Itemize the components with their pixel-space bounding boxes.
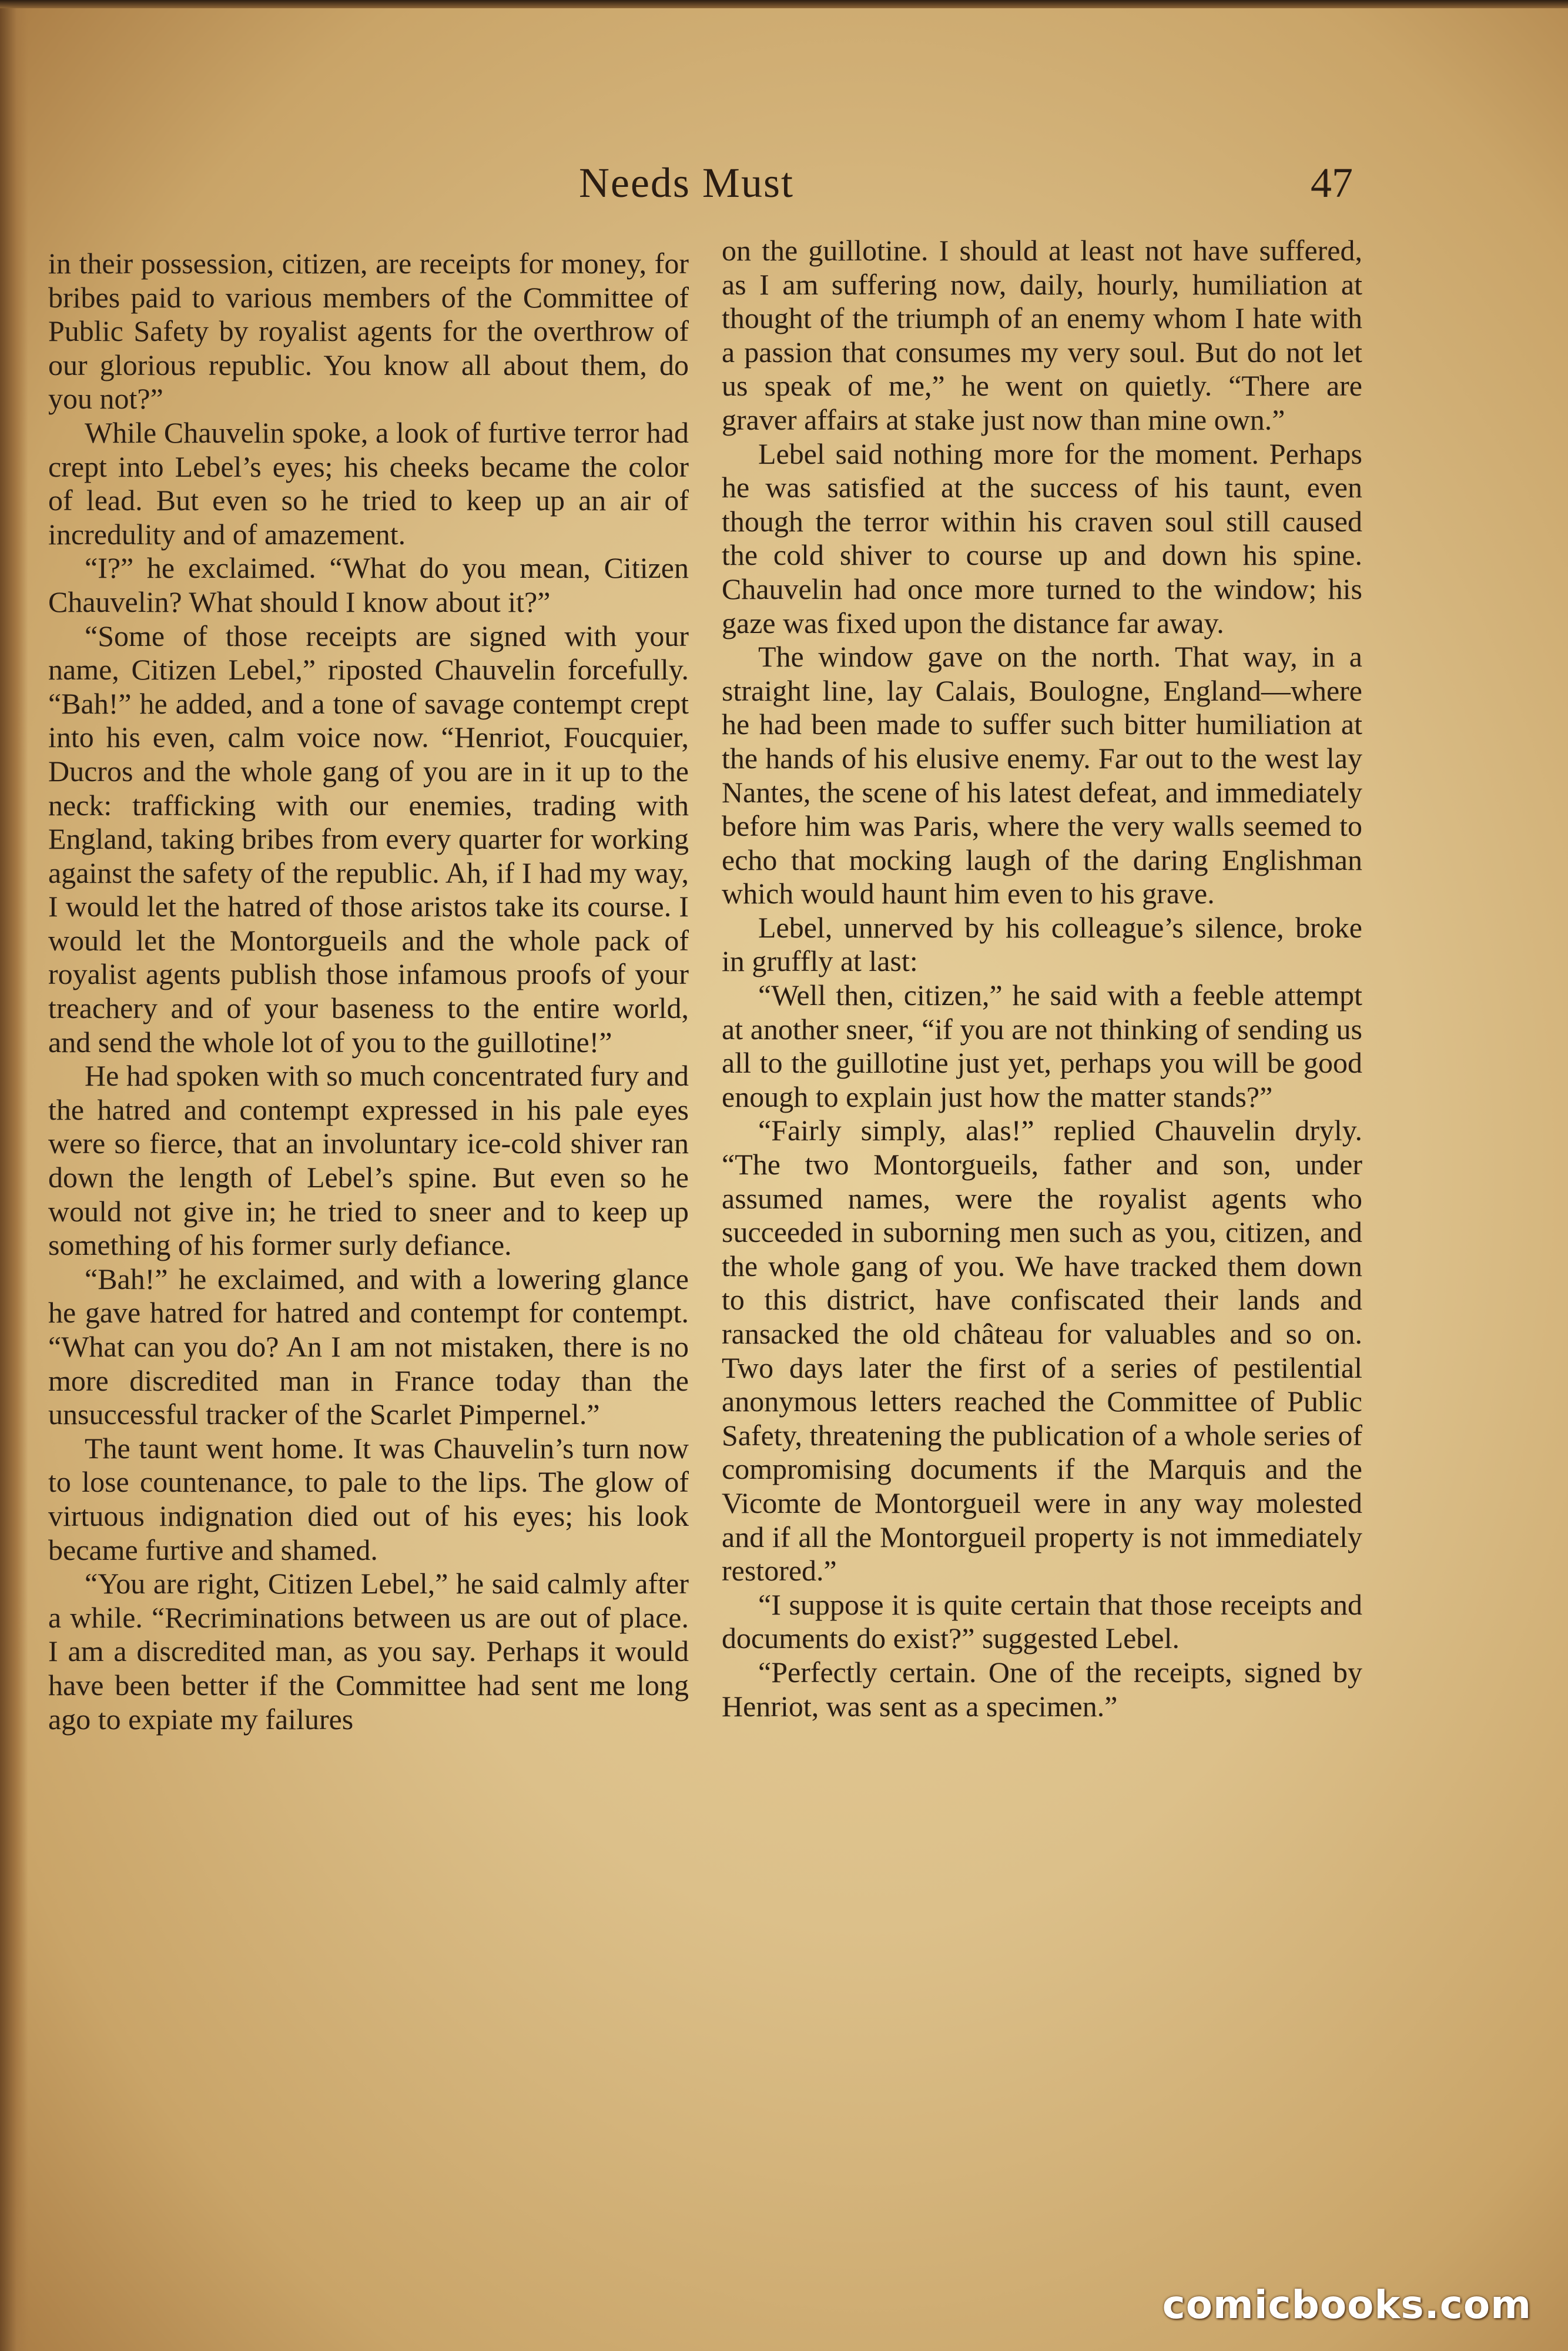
paragraph: “Well then, citizen,” he said with a feeble attempt at another sneer, “if you are not thinking of sending us all to the guillotine just yet, perhaps you will be good enough to explain just how the matter stands?” bbox=[722, 979, 1362, 1113]
paragraph: “Bah!” he exclaimed, and with a lowering glance he gave hatred for hatred and contempt for contempt. “What can you do? An I am not mistaken, there is no more discredited man in France today than the unsuccessful tracker of the Scarlet Pimpernel.” bbox=[48, 1262, 689, 1431]
paragraph: Lebel said nothing more for the moment. Perhaps he was satisfied at the success of his taunt, even though the terror within his craven soul still caused the cold shiver to course up and down his spine. Chauvelin had once more turned to the window; his gaze was fixed upon the distance far away. bbox=[722, 437, 1362, 639]
paragraph: The window gave on the north. That way, in a straight line, lay Calais, Boulogne, England—where he had been made to suffer such bitter humiliation at the hands of his elusive enemy. Far out to the west lay Nantes, the scene of his latest defeat, and immediately before him was Paris, where the very walls seemed to echo that mocking laugh of the daring Englishman which would haunt him even to his grave. bbox=[722, 640, 1362, 910]
paragraph: on the guillotine. I should at least not have suffered, as I am suffering now, daily, hourly, humiliation at thought of the triumph of an enemy whom I hate with a passion that consumes my very soul. But do not let us speak of me,” he went on quietly. “There are graver affairs at stake just now than mine own.” bbox=[722, 234, 1362, 436]
page-number: 47 bbox=[1311, 159, 1353, 206]
paragraph: “Fairly simply, alas!” replied Chauvelin dryly. “The two Montorgueils, father and son, under assumed names, were the royalist agents who succeeded in suborning men such as you, citizen, and the whole gang of you. We have tracked them down to this district, have confiscated their lands and ransacked the old château for valuables and so on. Two days later the first of a series of pestilential anonymous letters reached the Committee of Public Safety, threatening the publication of a whole series of compromising documents if the Marquis and the Vicomte de Montorgueil were in any way molested and if all the Montorgueil property is not immediately restored.” bbox=[722, 1114, 1362, 1588]
text-column-left bbox=[48, 247, 689, 2181]
page-header bbox=[0, 159, 1568, 212]
paragraph: “I?” he exclaimed. “What do you mean, Citizen Chauvelin? What should I know about it?” bbox=[48, 551, 689, 618]
paragraph: While Chauvelin spoke, a look of furtive terror had crept into Lebel’s eyes; his cheeks became the color of lead. But even so he tried to keep up an air of incredulity and of amazement. bbox=[48, 416, 689, 551]
paragraph: “You are right, Citizen Lebel,” he said calmly after a while. “Recriminations between us are out of place. I am a discredited man, as you say. Perhaps it would have been better if the Committee had sent me long ago to expiate my failures bbox=[48, 1567, 689, 1736]
paragraph: “Perfectly certain. One of the receipts, signed by Henriot, was sent as a specimen.” bbox=[722, 1655, 1362, 1723]
paragraph: The taunt went home. It was Chauvelin’s turn now to lose countenance, to pale to the lips. The glow of virtuous indignation died out of his eyes; his look became furtive and shamed. bbox=[48, 1431, 689, 1566]
paragraph: Lebel, unnerved by his colleague’s silence, broke in gruffly at last: bbox=[722, 910, 1362, 978]
paragraph: “I suppose it is quite certain that those receipts and documents do exist?” suggested Lebel. bbox=[722, 1588, 1362, 1655]
text-column-right bbox=[722, 234, 1362, 2168]
paragraph: in their possession, citizen, are receipts for money, for bribes paid to various members of the Committee of Public Safety by royalist agents for the overthrow of our glorious republic. You know all about them, do you not?” bbox=[48, 247, 689, 416]
page-top-edge bbox=[0, 0, 1568, 8]
paragraph: “Some of those receipts are signed with your name, Citizen Lebel,” riposted Chauvelin forcefully. “Bah!” he added, and a tone of savage contempt crept into his even, calm voice now. “Henriot, Foucquier, Ducros and the whole gang of you are in it up to the neck: trafficking with our enemies, trading with England, taking bribes from every quarter for working against the safety of the republic. Ah, if I had my way, I would let the hatred of those aristos take its course. I would let the Montorgueils and the whole pack of royalist agents publish those infamous proofs of your treachery and of your baseness to the entire world, and send the whole lot of you to the guillotine!” bbox=[48, 619, 689, 1059]
paragraph: He had spoken with so much concentrated fury and the hatred and contempt expressed in his pale eyes were so fierce, that an involuntary ice-cold shiver ran down the length of Lebel’s spine. But even so he would not give in; he tried to sneer and to keep up something of his former surly defiance. bbox=[48, 1059, 689, 1262]
watermark: comicbooks.com bbox=[1162, 2282, 1532, 2327]
running-title: Needs Must bbox=[579, 159, 794, 206]
page-binding-edge bbox=[0, 0, 28, 2351]
